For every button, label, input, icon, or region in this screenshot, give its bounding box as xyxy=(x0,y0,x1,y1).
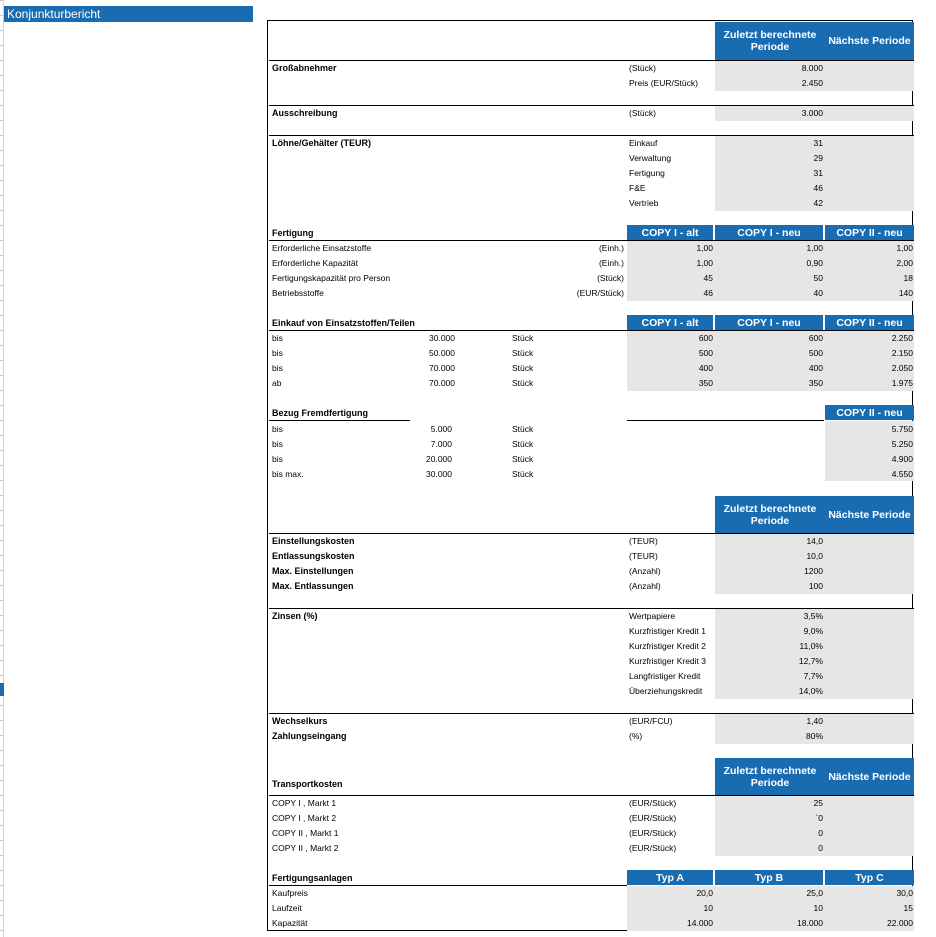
personal-header-naechste xyxy=(825,496,914,533)
value-cell[interactable]: 22.000 xyxy=(887,918,913,928)
header-label: Nächste Periode xyxy=(828,508,911,521)
row-label: Fertigungskapazität pro Person xyxy=(272,273,391,283)
row-label: Max. Einstellungen xyxy=(272,566,354,576)
value-cell[interactable]: 46 xyxy=(703,288,713,298)
value-cell[interactable]: 40 xyxy=(813,288,823,298)
row-label: Kaufpreis xyxy=(272,888,308,898)
row-label: Kurzfristiger Kredit 3 xyxy=(629,656,706,666)
section-title-ausschreibung: Ausschreibung xyxy=(272,108,338,118)
value-cell[interactable]: `0 xyxy=(815,813,823,823)
value-cell[interactable]: 350 xyxy=(808,378,823,388)
value-cell[interactable]: 1,40 xyxy=(806,716,823,726)
unit-label: Stück xyxy=(512,439,534,449)
row-label: bis xyxy=(272,363,283,373)
unit-label: Stück xyxy=(512,348,534,358)
einkauf-header-3 xyxy=(825,315,914,330)
qty-cell: 30.000 xyxy=(426,469,452,479)
qty-cell: 70.000 xyxy=(429,378,455,388)
value-cell[interactable]: 1,00 xyxy=(696,243,713,253)
unit-label: Preis (EUR/Stück) xyxy=(629,78,698,88)
value-cell[interactable]: 14,0 xyxy=(806,536,823,546)
section-title-transport: Transportkosten xyxy=(272,779,343,789)
unit-label: (Stück) xyxy=(629,108,656,118)
header-label: Nächste Periode xyxy=(828,770,911,783)
header-label: Zuletzt berechnete Periode xyxy=(723,764,817,789)
unit-label: (TEUR) xyxy=(629,536,658,546)
value-cell[interactable]: 15 xyxy=(903,903,913,913)
sheet-title-cell[interactable]: Konjunkturbericht xyxy=(4,6,253,22)
unit-label: Stück xyxy=(512,333,534,343)
value-cell[interactable]: 600 xyxy=(808,333,823,343)
row-label: Einstellungskosten xyxy=(272,536,355,546)
value-cell[interactable]: 600 xyxy=(698,333,713,343)
header-label: COPY I - alt xyxy=(641,226,699,239)
value-cell[interactable]: 42 xyxy=(813,198,823,208)
value-cell[interactable]: 2,00 xyxy=(896,258,913,268)
value-cell[interactable]: 10 xyxy=(813,903,823,913)
value-cell[interactable]: 500 xyxy=(698,348,713,358)
row-label: bis xyxy=(272,439,283,449)
value-cell[interactable]: 0 xyxy=(818,828,823,838)
row-label: Fertigung xyxy=(629,168,665,178)
fremd-header xyxy=(825,405,914,420)
selected-row-marker xyxy=(0,683,4,696)
qty-cell: 20.000 xyxy=(426,454,452,464)
section-title-fertigung: Fertigung xyxy=(272,228,314,238)
row-label: Vertrieb xyxy=(629,198,659,208)
value-cell[interactable]: 10,0 xyxy=(806,551,823,561)
unit-label: (EUR/FCU) xyxy=(629,716,673,726)
value-cell[interactable]: 400 xyxy=(808,363,823,373)
row-label: bis xyxy=(272,454,283,464)
value-cell[interactable]: 100 xyxy=(808,581,823,591)
value-cell[interactable]: 4.900 xyxy=(891,454,913,464)
header-label: Nächste Periode xyxy=(828,35,911,47)
value-cell[interactable]: 30,0 xyxy=(896,888,913,898)
top-header-naechste xyxy=(825,22,914,60)
qty-cell: 5.000 xyxy=(430,424,452,434)
row-label: bis xyxy=(272,333,283,343)
value-cell[interactable]: 2.250 xyxy=(891,333,913,343)
value-cell[interactable]: 2.150 xyxy=(891,348,913,358)
value-cell[interactable]: 2.450 xyxy=(801,78,823,88)
anlagen-header-2 xyxy=(715,870,823,885)
value-cell[interactable]: 5.750 xyxy=(891,424,913,434)
value-cell[interactable]: 20,0 xyxy=(696,888,713,898)
personal-header-zuletzt xyxy=(715,496,825,533)
qty-cell: 50.000 xyxy=(429,348,455,358)
header-label: Typ A xyxy=(656,871,684,884)
qty-cell: 70.000 xyxy=(429,363,455,373)
row-label: ab xyxy=(272,378,282,388)
fertigung-header-2 xyxy=(715,225,823,240)
value-cell[interactable]: 3,5% xyxy=(803,611,823,621)
value-cell[interactable]: 25,0 xyxy=(806,888,823,898)
row-label: bis max. xyxy=(272,469,304,479)
transport-header-zuletzt xyxy=(715,758,825,795)
row-label: Wertpapiere xyxy=(629,611,676,621)
value-cell[interactable]: 140 xyxy=(898,288,913,298)
section-title-einkauf: Einkauf von Einsatzstoffen/Teilen xyxy=(272,318,415,328)
row-label: COPY II , Markt 1 xyxy=(272,828,339,838)
section-title-zinsen: Zinsen (%) xyxy=(272,611,318,621)
value-cell[interactable]: 46 xyxy=(813,183,823,193)
value-cell[interactable]: 1.975 xyxy=(891,378,913,388)
value-cell[interactable]: 2.050 xyxy=(891,363,913,373)
unit-label: Stück xyxy=(512,424,534,434)
section-title-loehne: Löhne/Gehälter (TEUR) xyxy=(272,138,372,148)
value-cell[interactable]: 12,7% xyxy=(798,656,823,666)
value-cell[interactable]: 8.000 xyxy=(801,63,823,73)
unit-label: (Einh.) xyxy=(598,258,624,268)
header-label: COPY II - neu xyxy=(836,316,903,329)
row-label: Laufzeit xyxy=(272,903,302,913)
header-label: COPY II - neu xyxy=(836,226,903,239)
row-label: Kurzfristiger Kredit 2 xyxy=(629,641,706,651)
qty-cell: 30.000 xyxy=(429,333,455,343)
value-cell[interactable]: 1,00 xyxy=(696,258,713,268)
section-title-grossabnehmer: Großabnehmer xyxy=(272,63,337,73)
value-cell[interactable]: 31 xyxy=(813,138,823,148)
header-label: COPY II - neu xyxy=(836,406,903,419)
unit-label: (EUR/Stück) xyxy=(629,843,677,853)
value-cell[interactable]: 14.000 xyxy=(687,918,713,928)
header-label: Typ B xyxy=(754,871,784,884)
header-label: Zuletzt berechnete Periode xyxy=(723,502,817,527)
value-cell[interactable]: 1200 xyxy=(804,566,823,576)
unit-label: Stück xyxy=(512,454,534,464)
einkauf-header-2 xyxy=(715,315,823,330)
unit-label: (EUR/Stück) xyxy=(629,813,677,823)
row-label: Überziehungskredit xyxy=(629,686,703,696)
unit-label: (Anzahl) xyxy=(629,581,661,591)
value-cell[interactable]: 50 xyxy=(813,273,823,283)
transport-header-naechste xyxy=(825,758,914,795)
qty-cell: 7.000 xyxy=(430,439,452,449)
unit-label: (EUR/Stück) xyxy=(629,798,677,808)
konjunkturbericht-report xyxy=(267,20,913,931)
row-label: Verwaltung xyxy=(629,153,672,163)
row-label: Zahlungseingang xyxy=(272,731,347,741)
value-cell[interactable]: 5.250 xyxy=(891,439,913,449)
row-label: Entlassungskosten xyxy=(272,551,355,561)
value-cell[interactable]: 4.550 xyxy=(891,469,913,479)
unit-label: (Stück) xyxy=(597,273,624,283)
fertigung-header-1 xyxy=(627,225,713,240)
row-label: Max. Entlassungen xyxy=(272,581,354,591)
value-cell[interactable]: 11,0% xyxy=(799,641,823,651)
unit-label: Stück xyxy=(512,469,534,479)
value-cell[interactable]: 9,0% xyxy=(803,626,823,636)
row-label: Kurzfristiger Kredit 1 xyxy=(629,626,706,636)
value-cell[interactable]: 14,0% xyxy=(798,686,823,696)
header-label: COPY I - alt xyxy=(641,316,699,329)
row-gridlines xyxy=(0,0,4,937)
header-label: COPY I - neu xyxy=(737,226,801,239)
value-cell[interactable]: 500 xyxy=(808,348,823,358)
section-title-anlagen: Fertigungsanlagen xyxy=(272,873,353,883)
value-cell[interactable]: 45 xyxy=(703,273,713,283)
value-cell[interactable]: 400 xyxy=(698,363,713,373)
row-label: Kapazität xyxy=(272,918,308,928)
row-label: Wechselkurs xyxy=(272,716,328,726)
row-label: Einkauf xyxy=(629,138,658,148)
row-label: bis xyxy=(272,424,283,434)
value-cell[interactable]: 80% xyxy=(805,731,823,741)
unit-label: (Stück) xyxy=(629,63,656,73)
value-cell[interactable]: 31 xyxy=(813,168,823,178)
section-divider xyxy=(627,420,824,421)
unit-label: (Einh.) xyxy=(598,243,624,253)
top-header-zuletzt xyxy=(715,22,825,60)
unit-label: (EUR/Stück) xyxy=(629,828,677,838)
value-cell[interactable]: 25 xyxy=(813,798,823,808)
unit-label: (Anzahl) xyxy=(629,566,661,576)
row-label: COPY II , Markt 2 xyxy=(272,843,339,853)
unit-label: Stück xyxy=(512,378,534,388)
header-label: Typ C xyxy=(855,871,884,884)
value-cell[interactable]: 350 xyxy=(698,378,713,388)
unit-label: Stück xyxy=(512,363,534,373)
row-label: Betriebsstoffe xyxy=(272,288,324,298)
value-cell[interactable]: 18 xyxy=(903,273,913,283)
value-cell[interactable]: 29 xyxy=(813,153,823,163)
header-label: COPY I - neu xyxy=(737,316,801,329)
value-cell[interactable]: 10 xyxy=(703,903,713,913)
row-label: Erforderliche Einsatzstoffe xyxy=(272,243,372,253)
anlagen-header-1 xyxy=(627,870,713,885)
row-label: Erforderliche Kapazität xyxy=(272,258,358,268)
header-label: Zuletzt berechnete Periode xyxy=(723,29,817,53)
anlagen-header-3 xyxy=(825,870,914,885)
value-cell[interactable]: 1,00 xyxy=(896,243,913,253)
section-divider xyxy=(269,420,410,421)
unit-label: (TEUR) xyxy=(629,551,658,561)
row-label: F&E xyxy=(629,183,646,193)
value-cell[interactable]: 7,7% xyxy=(803,671,823,681)
value-cell[interactable]: 18.000 xyxy=(797,918,823,928)
row-label: COPY I , Markt 2 xyxy=(272,813,337,823)
value-cell[interactable]: 0,90 xyxy=(806,258,823,268)
row-label: COPY I , Markt 1 xyxy=(272,798,337,808)
row-label: bis xyxy=(272,348,283,358)
einkauf-header-1 xyxy=(627,315,713,330)
value-cell[interactable]: 3.000 xyxy=(801,108,823,118)
value-cell[interactable]: 0 xyxy=(818,843,823,853)
unit-label: (%) xyxy=(629,731,643,741)
fertigung-header-3 xyxy=(825,225,914,240)
section-title-fremd: Bezug Fremdfertigung xyxy=(272,408,368,418)
value-cell[interactable]: 1,00 xyxy=(806,243,823,253)
unit-label: (EUR/Stück) xyxy=(576,288,624,298)
row-label: Langfristiger Kredit xyxy=(629,671,701,681)
